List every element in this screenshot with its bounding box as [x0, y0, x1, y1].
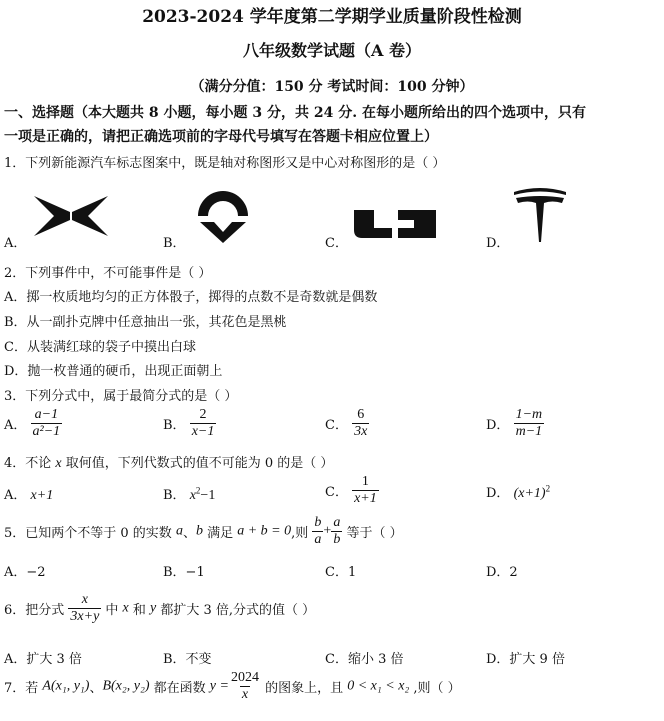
q6-option-a: A．扩大 3 倍 — [4, 652, 82, 667]
q7-sep: 、 — [89, 681, 103, 696]
q3-option-c-label: C． — [325, 418, 348, 433]
q1-option-d-label: D． — [486, 236, 510, 251]
q4-expr-b-exp: 2 — [195, 485, 201, 496]
q4-option-b — [163, 484, 215, 504]
q5-option-c: C．1 — [325, 565, 357, 580]
q4-expr-d-exp: 2 — [545, 483, 551, 494]
fraction-numerator: a−1 — [34, 407, 59, 422]
q7-p2: 都在函数 — [149, 681, 210, 696]
q4-option-b-label: B． — [163, 488, 186, 503]
q3-option-b — [163, 407, 216, 440]
exam-subtitle: 八年级数学试题（A 卷） — [243, 41, 421, 60]
fraction-numerator: 6 — [357, 407, 365, 422]
xpeng-logo — [30, 194, 112, 238]
tesla-logo — [512, 186, 568, 244]
fraction-denominator: a²−1 — [32, 424, 61, 439]
q7-p1: 7．若 — [4, 681, 43, 696]
fraction-denominator: x−1 — [191, 424, 215, 439]
q6-p4: 都扩大 3 倍,分式的值（ ） — [156, 603, 316, 618]
q3-option-b-label: B． — [163, 418, 186, 433]
q6-p2: 中 — [101, 603, 123, 618]
fraction-denominator: m−1 — [515, 424, 543, 439]
q2-option-d: D．抛一枚普通的硬币，出现正面朝上 — [4, 364, 223, 379]
fraction-denominator: 3x+y — [70, 609, 100, 624]
exam-info: （满分分值：150 分 考试时间：100 分钟） — [190, 79, 474, 95]
q5-var-b: b — [195, 523, 203, 539]
q4-fraction-c — [352, 474, 379, 507]
q5-p3: ,则 — [291, 526, 313, 541]
q1-option-c-label: C． — [325, 236, 348, 251]
q7-p4: ,则（ ） — [409, 681, 461, 696]
q3-option-a-label: A． — [4, 418, 27, 433]
q2-option-a: A．掷一枚质地均匀的正方体骰子，掷得的点数不是奇数就是偶数 — [4, 290, 378, 305]
q6-p3: 和 — [128, 603, 151, 618]
q6-p1: 6．把分式 — [4, 603, 69, 618]
q4-expr-a: x+1 — [30, 488, 54, 503]
q3-option-a — [4, 407, 62, 440]
q5-var-a: a — [175, 523, 183, 539]
q7-inequality: 0 < x₁ < x₂ — [347, 678, 410, 694]
q4-expr-b-rest: −1 — [200, 488, 216, 503]
q3-fraction-a — [31, 407, 63, 440]
q2-option-b: B．从一副扑克牌中任意抽出一张，其花色是黑桃 — [4, 315, 287, 330]
q7-p3: 的图象上，且 — [260, 681, 348, 696]
q7-point-a: A(x₁, y₁) — [42, 678, 90, 694]
fraction-numerator: 1 — [361, 474, 369, 489]
q5-p2: 满足 — [202, 526, 238, 541]
q6-fraction — [68, 592, 101, 625]
q2-option-c: C．从装满红球的袋子中摸出白球 — [4, 340, 196, 355]
q5-fraction-a-over-b — [331, 515, 342, 548]
q3-fraction-d — [514, 407, 545, 440]
q6-option-d: D．扩大 9 倍 — [486, 652, 565, 667]
q4-suffix: 取何值，下列代数式的值不可能为 0 的是（ ） — [61, 456, 334, 471]
q4-prefix: 4．不论 — [4, 456, 56, 471]
q5-equation: a + b = 0 — [237, 523, 292, 539]
fraction-numerator: 2 — [199, 407, 207, 422]
q3-option-d — [486, 407, 544, 440]
fraction-denominator: x+1 — [354, 491, 377, 506]
q5-fraction-b-over-a — [312, 515, 323, 548]
q5-option-a: A．−2 — [4, 565, 46, 580]
q1-option-b-label: B． — [163, 236, 186, 251]
question-5-text — [4, 515, 403, 548]
q5-sep: 、 — [182, 526, 196, 541]
q5-p1: 5．已知两个不等于 0 的实数 — [4, 526, 176, 541]
fraction-denominator: x — [241, 687, 249, 702]
fraction-denominator: b — [333, 532, 341, 547]
q4-var: x — [55, 456, 62, 471]
q6-option-b: B．不变 — [163, 652, 212, 667]
fraction-numerator: 2024 — [230, 670, 259, 685]
question-6-text — [4, 592, 315, 625]
fraction-numerator: b — [314, 515, 322, 530]
li-auto-logo — [352, 208, 438, 240]
q4-option-c — [325, 474, 379, 507]
exam-title: 2023-2024 学年度第二学期学业质量阶段性检测 — [142, 7, 522, 27]
q4-option-c-label: C． — [325, 485, 348, 500]
q5-plus: + — [323, 523, 332, 539]
nio-logo — [192, 186, 254, 244]
fraction-numerator: x — [81, 592, 88, 607]
q7-fraction — [229, 670, 261, 703]
section-instruction-line2: 一项是正确的，请把正确选项前的字母代号填写在答题卡相应位置上） — [4, 129, 438, 145]
q6-var-y: y — [150, 600, 157, 616]
question-2-text: 2．下列事件中，不可能事件是（ ） — [4, 266, 212, 281]
q4-expr-b-base: x — [189, 488, 196, 503]
q4-option-a — [4, 484, 53, 504]
fraction-denominator: 3x — [354, 424, 368, 439]
q3-fraction-c — [352, 407, 369, 440]
fraction-denominator: a — [314, 532, 322, 547]
q4-option-d-label: D． — [486, 486, 510, 501]
q5-option-d: D．2 — [486, 565, 518, 580]
q5-p4: 等于（ ） — [342, 526, 403, 541]
question-1-text: 1．下列新能源汽车标志图案中，既是轴对称图形又是中心对称图形的是（ ） — [4, 156, 446, 171]
q6-var-x: x — [122, 600, 129, 616]
question-3-text: 3．下列分式中，属于最简分式的是（ ） — [4, 389, 238, 404]
section-instruction-line1: 一、选择题（本大题共 8 小题，每小题 3 分，共 24 分. 在每小题所给出的四个选项中，只有 — [4, 105, 586, 121]
q4-option-d — [486, 482, 550, 502]
fraction-numerator: a — [333, 515, 341, 530]
question-4-text — [4, 452, 333, 472]
q5-option-b: B．−1 — [163, 565, 205, 580]
q6-option-c: C．缩小 3 倍 — [325, 652, 404, 667]
q3-option-c — [325, 407, 369, 440]
q4-expr-d-base: (x+1) — [513, 486, 546, 501]
q7-point-b: B(x₂, y₂) — [102, 678, 150, 694]
q4-option-a-label: A． — [4, 488, 27, 503]
question-7-text — [4, 670, 461, 703]
q7-function-lhs: y = — [209, 678, 229, 694]
q3-fraction-b — [190, 407, 217, 440]
q3-option-d-label: D． — [486, 418, 510, 433]
q1-option-a-label: A． — [4, 236, 27, 251]
fraction-numerator: 1−m — [515, 407, 543, 422]
